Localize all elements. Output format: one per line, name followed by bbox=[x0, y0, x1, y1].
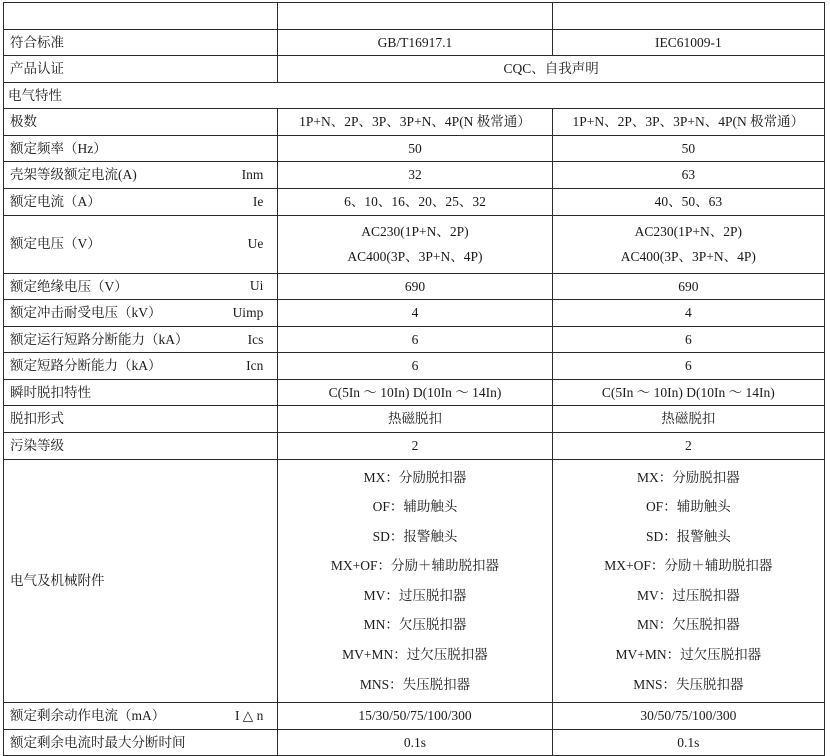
accessory-line: MX+OF：分励＋辅助脱扣器 bbox=[604, 558, 773, 574]
accessory-line: OF：辅助触头 bbox=[372, 499, 458, 515]
row-label-accessories bbox=[4, 459, 278, 703]
accessory-line: OF：辅助触头 bbox=[645, 499, 731, 515]
row-label-text: 极数 bbox=[10, 114, 37, 130]
table-row bbox=[4, 729, 825, 756]
table-row bbox=[4, 433, 825, 460]
row-label-frame-current bbox=[4, 162, 278, 189]
row-symbol-inm: Inm bbox=[241, 167, 264, 183]
header-model-a: TGBTLE-32 bbox=[278, 3, 552, 30]
value-rated-current-a: 6、10、16、20、25、32 bbox=[278, 188, 552, 215]
value-breaking-time-b: 0.1s bbox=[552, 729, 824, 756]
row-label-text: 额定剩余动作电流（mA） bbox=[10, 708, 166, 724]
spec-sheet bbox=[0, 2, 830, 750]
row-label-rated-voltage bbox=[4, 215, 278, 273]
table-row-accessories bbox=[4, 459, 825, 703]
row-label-breaking-time bbox=[4, 729, 278, 756]
value-pollution-degree-b: 2 bbox=[552, 433, 824, 460]
value-line: AC400(3P、3P+N、4P) bbox=[347, 249, 483, 265]
header-model-b: TGBTLE-63 bbox=[552, 3, 824, 30]
value-frequency-b: 50 bbox=[552, 135, 824, 162]
value-poles-b: 1P+N、2P、3P、3P+N、4P(N 极常通） bbox=[552, 109, 824, 136]
header-product-name: 产品名称 bbox=[4, 3, 278, 30]
value-pollution-degree-a: 2 bbox=[278, 433, 552, 460]
row-label-poles bbox=[4, 109, 278, 136]
value-frame-current-b: 63 bbox=[552, 162, 824, 189]
value-standards-a: GB/T16917.1 bbox=[278, 29, 552, 56]
value-rated-voltage-b bbox=[552, 215, 824, 273]
row-label-text: 额定冲击耐受电压（kV） bbox=[10, 305, 162, 321]
value-impulse-voltage-a: 4 bbox=[278, 300, 552, 327]
row-label-insulation-voltage bbox=[4, 273, 278, 300]
table-row bbox=[4, 135, 825, 162]
accessory-line: MV+MN：过欠压脱扣器 bbox=[342, 646, 488, 662]
row-label-text: 符合标准 bbox=[10, 34, 64, 50]
row-label-text: 脱扣形式 bbox=[10, 411, 64, 427]
value-impulse-voltage-b: 4 bbox=[552, 300, 824, 327]
value-accessories-a bbox=[278, 459, 552, 703]
value-residual-current-b: 30/50/75/100/300 bbox=[552, 703, 824, 730]
table-row bbox=[4, 273, 825, 300]
value-ics-a: 6 bbox=[278, 326, 552, 353]
row-label-trip-characteristic bbox=[4, 379, 278, 406]
table-row bbox=[4, 326, 825, 353]
value-insulation-voltage-b: 690 bbox=[552, 273, 824, 300]
value-rated-current-b: 40、50、63 bbox=[552, 188, 824, 215]
table-row bbox=[4, 353, 825, 380]
table-row bbox=[4, 406, 825, 433]
row-label-text: 额定运行短路分断能力（kA） bbox=[10, 331, 189, 347]
accessory-line: MN：欠压脱扣器 bbox=[363, 617, 467, 633]
value-trip-characteristic-a: C(5In ～ 10In) D(10In ～ 14In) bbox=[278, 379, 552, 406]
accessory-line: MX：分励脱扣器 bbox=[636, 469, 740, 485]
row-label-text: 污染等级 bbox=[10, 438, 64, 453]
value-certification: CQC、自我声明 bbox=[278, 56, 825, 83]
table-row bbox=[4, 703, 825, 730]
row-label-ics bbox=[4, 326, 278, 353]
row-label-text: 瞬时脱扣特性 bbox=[10, 384, 91, 400]
accessory-line: MX+OF：分励＋辅助脱扣器 bbox=[330, 558, 500, 574]
value-frame-current-a: 32 bbox=[278, 162, 552, 189]
value-residual-current-a: 15/30/50/75/100/300 bbox=[278, 703, 552, 730]
row-label-impulse-voltage bbox=[4, 300, 278, 327]
row-label-text: 产品认证 bbox=[10, 61, 64, 77]
value-poles-a: 1P+N、2P、3P、3P+N、4P(N 极常通） bbox=[278, 109, 552, 136]
row-label-text: 额定频率（Hz） bbox=[10, 140, 107, 156]
value-standards-b: IEC61009-1 bbox=[552, 29, 824, 56]
product-spec-table bbox=[3, 2, 825, 756]
row-symbol-idn: I △ n bbox=[234, 708, 264, 724]
row-label-text: 壳架等级额定电流(A) bbox=[10, 167, 137, 183]
accessory-line: MNS：失压脱扣器 bbox=[359, 676, 471, 692]
table-header-row bbox=[4, 3, 825, 30]
accessory-line: SD：报警触头 bbox=[645, 528, 731, 544]
accessory-line: MX：分励脱扣器 bbox=[363, 469, 467, 485]
value-line: AC400(3P、3P+N、4P) bbox=[620, 249, 756, 265]
table-row bbox=[4, 379, 825, 406]
accessory-line: MV：过压脱扣器 bbox=[636, 587, 740, 603]
section-header-electrical bbox=[4, 82, 825, 109]
row-label-text: 电气及机械附件 bbox=[10, 573, 105, 589]
value-trip-type-b: 热磁脱扣 bbox=[552, 406, 824, 433]
accessory-line: SD：报警触头 bbox=[372, 528, 458, 544]
value-trip-type-a: 热磁脱扣 bbox=[278, 406, 552, 433]
value-ics-b: 6 bbox=[552, 326, 824, 353]
row-label-icn bbox=[4, 353, 278, 380]
row-symbol-ie: Ie bbox=[252, 193, 264, 209]
section-title: 电气特性 bbox=[4, 82, 825, 109]
table-row bbox=[4, 109, 825, 136]
row-label-certification bbox=[4, 56, 278, 83]
value-accessories-b bbox=[552, 459, 824, 703]
row-label-standards bbox=[4, 29, 278, 56]
value-frequency-a: 50 bbox=[278, 135, 552, 162]
row-symbol-icn: Icn bbox=[246, 358, 264, 374]
row-label-text: 额定电流（A） bbox=[10, 193, 101, 209]
table-row bbox=[4, 300, 825, 327]
table-row bbox=[4, 29, 825, 56]
value-icn-b: 6 bbox=[552, 353, 824, 380]
row-symbol-ics: Ics bbox=[247, 331, 264, 347]
accessory-line: MNS：失压脱扣器 bbox=[633, 676, 744, 692]
value-rated-voltage-a bbox=[278, 215, 552, 273]
value-insulation-voltage-a: 690 bbox=[278, 273, 552, 300]
row-label-text: 额定电压（V） bbox=[10, 236, 101, 252]
value-icn-a: 6 bbox=[278, 353, 552, 380]
accessory-line: MV：过压脱扣器 bbox=[363, 587, 467, 603]
value-line: AC230(1P+N、2P) bbox=[634, 223, 743, 239]
row-label-residual-current bbox=[4, 703, 278, 730]
table-row bbox=[4, 56, 825, 83]
row-label-trip-type bbox=[4, 406, 278, 433]
row-label-text: 额定剩余电流时最大分断时间 bbox=[10, 734, 186, 750]
row-label-text: 额定绝缘电压（V） bbox=[10, 278, 128, 294]
row-symbol-ui: Ui bbox=[249, 278, 264, 294]
row-label-frequency bbox=[4, 135, 278, 162]
value-line: AC230(1P+N、2P) bbox=[361, 223, 469, 239]
value-trip-characteristic-b: C(5In ～ 10In) D(10In ～ 14In) bbox=[552, 379, 824, 406]
row-label-text: 额定短路分断能力（kA） bbox=[10, 358, 162, 374]
accessory-line: MV+MN：过欠压脱扣器 bbox=[615, 646, 762, 662]
row-label-rated-current bbox=[4, 188, 278, 215]
row-symbol-ue: Ue bbox=[247, 236, 264, 252]
value-breaking-time-a: 0.1s bbox=[278, 729, 552, 756]
table-row bbox=[4, 162, 825, 189]
table-row bbox=[4, 215, 825, 273]
accessory-line: MN：欠压脱扣器 bbox=[636, 617, 740, 633]
table-row bbox=[4, 188, 825, 215]
row-symbol-uimp: Uimp bbox=[232, 305, 264, 321]
row-label-pollution-degree bbox=[4, 433, 278, 460]
